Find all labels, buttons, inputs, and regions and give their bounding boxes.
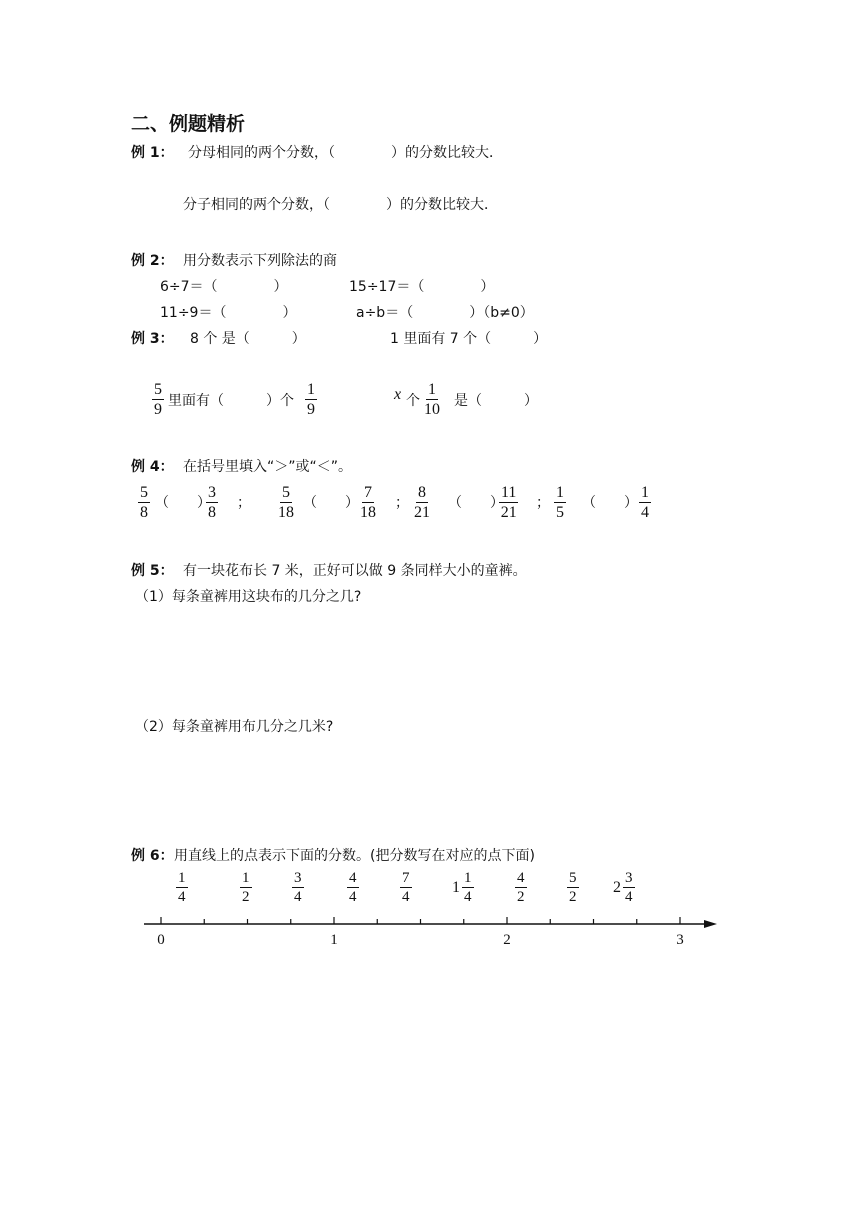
example-4-pair-1-right xyxy=(206,484,218,521)
numerator: 1 xyxy=(556,484,564,501)
example-1-label: 例 1： xyxy=(131,145,174,161)
example-6-fraction-8 xyxy=(567,870,579,905)
denominator: 5 xyxy=(556,504,564,521)
example-2-q2: 15÷17＝（ ） xyxy=(349,279,495,295)
example-6-fraction-4 xyxy=(347,870,359,905)
whole-number: 2 xyxy=(613,878,621,896)
number-line-ticks xyxy=(161,917,680,924)
example-3-fraction-1-9 xyxy=(305,381,317,418)
example-1-line-1: 分母相同的两个分数，（ ）的分数比较大． xyxy=(188,145,503,161)
section-title: 二、例题精析 xyxy=(131,113,246,135)
example-3-label: 例 3： xyxy=(131,331,174,347)
example-6-fraction-3 xyxy=(292,870,304,905)
fraction xyxy=(347,870,359,905)
example-4-pair-3-right xyxy=(499,484,518,521)
example-3-q1: 8 个 是（ ） xyxy=(190,331,306,347)
example-3-fraction-5-9 xyxy=(152,381,164,418)
example-4-pair-3-left xyxy=(414,484,430,521)
example-4-pair-2-left xyxy=(278,484,294,521)
denominator: 18 xyxy=(278,504,294,521)
numerator: 1 xyxy=(242,870,250,886)
numerator: 7 xyxy=(364,484,372,501)
denominator: 21 xyxy=(414,504,430,521)
number-line-labels xyxy=(157,932,684,948)
denominator: 8 xyxy=(208,504,216,521)
example-6-fraction-9 xyxy=(613,870,635,905)
denominator: 21 xyxy=(500,504,517,521)
numerator: 5 xyxy=(282,484,290,501)
example-4-pair-4-blank: （ ） xyxy=(582,495,638,511)
example-5-intro: 有一块花布长 7 米，正好可以做 9 条同样大小的童裤。 xyxy=(183,563,527,579)
denominator: 4 xyxy=(641,504,649,521)
numerator: 5 xyxy=(154,381,162,398)
numerator: 4 xyxy=(349,870,357,886)
numerator: 1 xyxy=(307,381,315,398)
numerator: 5 xyxy=(140,484,148,501)
example-4-separator: ； xyxy=(395,495,409,511)
numerator: 1 xyxy=(464,870,472,886)
example-2-q3: 11÷9＝（ ） xyxy=(160,305,297,321)
example-3-q2: 1 里面有 7 个（ ） xyxy=(390,331,548,347)
denominator: 9 xyxy=(307,401,315,418)
example-3-variable-x: x xyxy=(394,386,402,403)
example-3-q4-ge: 个 xyxy=(406,393,420,409)
denominator: 4 xyxy=(349,889,357,905)
numerator: 5 xyxy=(569,870,577,886)
example-2-label: 例 2： xyxy=(131,253,174,269)
denominator: 4 xyxy=(178,889,186,905)
numerator: 3 xyxy=(208,484,216,501)
denominator: 8 xyxy=(140,504,148,521)
example-2-q4: a÷b＝（ ）（b≠0） xyxy=(356,305,534,321)
fraction xyxy=(176,870,188,905)
example-4-pair-4-right xyxy=(639,484,651,521)
whole-number: 1 xyxy=(452,878,460,896)
example-4-pair-2-blank: （ ） xyxy=(303,495,359,511)
fraction xyxy=(292,870,304,905)
denominator: 10 xyxy=(424,401,440,418)
numerator: 8 xyxy=(418,484,426,501)
tick-label-1: 1 xyxy=(330,932,338,948)
example-4-pair-2-right xyxy=(360,484,376,521)
example-6-fraction-5 xyxy=(400,870,412,905)
fraction xyxy=(567,870,579,905)
denominator: 9 xyxy=(154,401,162,418)
example-4-pair-1-blank: （ ） xyxy=(155,495,211,511)
number-line-arrow xyxy=(704,920,717,928)
example-6-fraction-2 xyxy=(240,870,252,905)
example-6-fraction-6 xyxy=(452,870,474,905)
fraction xyxy=(462,870,474,905)
numerator: 1 xyxy=(178,870,186,886)
denominator: 4 xyxy=(625,889,633,905)
denominator: 18 xyxy=(360,504,376,521)
example-1-line-2: 分子相同的两个分数，（ ）的分数比较大． xyxy=(183,197,498,213)
example-6-intro: 用直线上的点表示下面的分数。(把分数写在对应的点下面) xyxy=(174,848,535,864)
denominator: 4 xyxy=(294,889,302,905)
example-4-separator: ； xyxy=(237,495,251,511)
denominator: 4 xyxy=(402,889,410,905)
example-4-pair-1-left xyxy=(138,484,150,521)
example-4-separator: ； xyxy=(536,495,550,511)
example-4-pair-4-left xyxy=(554,484,566,521)
example-3-fraction-1-10 xyxy=(424,381,440,418)
fraction xyxy=(623,870,635,905)
example-6-fraction-7 xyxy=(515,870,527,905)
example-4-intro: 在括号里填入“＞”或“＜”。 xyxy=(183,459,353,475)
fraction xyxy=(240,870,252,905)
tick-label-3: 3 xyxy=(676,932,684,948)
denominator: 2 xyxy=(569,889,577,905)
example-3-q3-text: 里面有（ ）个 xyxy=(168,393,294,409)
example-5-q1: （1）每条童裤用这块布的几分之几? xyxy=(135,589,362,605)
example-5-label: 例 5： xyxy=(131,563,174,579)
denominator: 2 xyxy=(242,889,250,905)
numerator: 11 xyxy=(501,484,517,501)
example-2-q1: 6÷7＝（ ） xyxy=(160,279,288,295)
example-5-q2: （2）每条童裤用布几分之几米? xyxy=(135,719,334,735)
denominator: 2 xyxy=(517,889,525,905)
numerator: 1 xyxy=(428,381,436,398)
example-2-intro: 用分数表示下列除法的商 xyxy=(183,253,337,269)
number-line xyxy=(140,908,730,952)
example-4-pair-3-blank: （ ） xyxy=(448,495,504,511)
tick-label-2: 2 xyxy=(503,932,511,948)
tick-label-0: 0 xyxy=(157,932,165,948)
numerator: 4 xyxy=(517,870,525,886)
numerator: 3 xyxy=(294,870,302,886)
example-6-fraction-1 xyxy=(176,870,188,905)
fraction xyxy=(515,870,527,905)
example-3-q4-end: 是（ ） xyxy=(454,393,538,409)
denominator: 4 xyxy=(464,889,472,905)
fraction xyxy=(400,870,412,905)
numerator: 1 xyxy=(641,484,649,501)
numerator: 7 xyxy=(402,870,410,886)
numerator: 3 xyxy=(625,870,633,886)
example-4-label: 例 4： xyxy=(131,459,174,475)
example-6-label: 例 6： xyxy=(131,848,174,864)
